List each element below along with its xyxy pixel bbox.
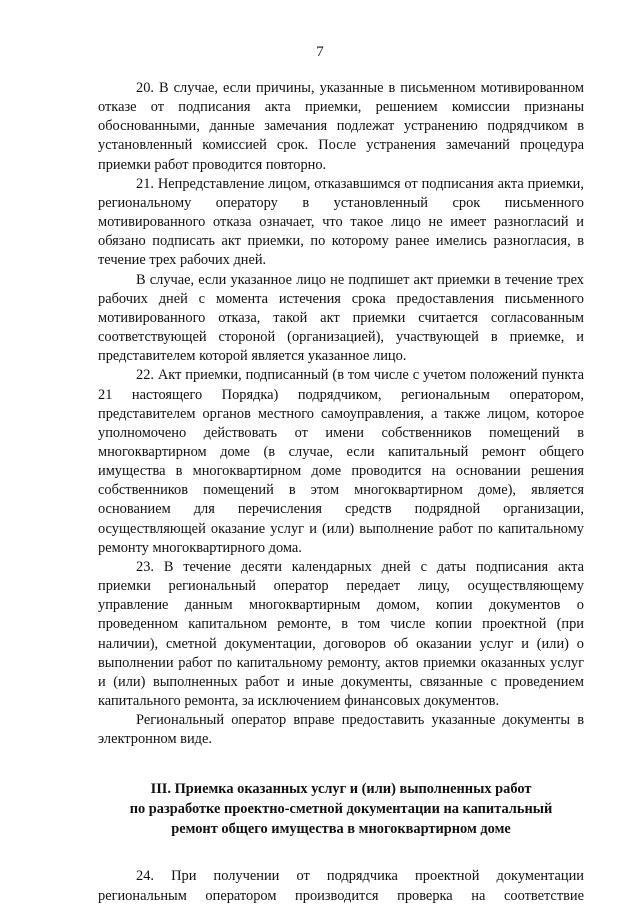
page-number: 7 (316, 44, 324, 60)
section-heading-line-3: ремонт общего имущества в многоквартирном доме (171, 821, 511, 838)
paragraph-21-continuation: В случае, если указанное лицо не подпишет акт приемки в течение трех рабочих дней с момента истечения срока предоставления письменного мотивированного отказа, такой акт приемки считается согласованным соответствующей стороной (организацией), участвующей в приемке, и представителем которой является указанное лицо. (98, 271, 584, 365)
paragraph-24: 24. При получении от подрядчика проектной документации региональным оператором производится проверка на соответствие (98, 868, 584, 904)
paragraph-23: 23. В течение десяти календарных дней с даты подписания акта приемки региональный оператор передает лицу, осуществляющему управление данным многоквартирным домом, копии документов о проведенном капитальном ремонте, в том числе копии проектной (при наличии), сметной документации, договоров об оказании услуг и (или) о выполнении работ по капитальному ремонту, актов приемки оказанных услуг и (или) выполненных работ и иные документы, связанные с проведением капитального ремонта, за исключением финансовых документов. (98, 558, 584, 709)
paragraph-20: 20. В случае, если причины, указанные в письменном мотивированном отказе от подписания акта приемки, решением комиссии признаны обоснованными, данные замечания подлежат устранению подрядчиком в установленный комиссией срок. После устранения замечаний процедура приемки работ проводится повторно. (98, 80, 584, 173)
section-heading-line-1: III. Приемка оказанных услуг и (или) выполненных работ (150, 781, 532, 798)
paragraph-21: 21. Непредставление лицом, отказавшимся от подписания акта приемки, региональному оператору в установленный срок письменного мотивированного отказа означает, что такое лицо не имеет разногласий и обязано подписать акт приемки, по которому ранее имелись разногласия, в течение трех рабочих дней. (98, 175, 584, 269)
paragraph-23-continuation: Региональный оператор вправе предоставить указанные документы в электронном виде. (98, 712, 584, 748)
section-heading-line-2: по разработке проектно-сметной документации на капитальный (129, 801, 553, 818)
document-body (98, 79, 584, 906)
section-heading (98, 779, 584, 839)
paragraph-22: 22. Акт приемки, подписанный (в том числе с учетом положений пункта 21 настоящего Порядка) подрядчиком, региональным оператором, представителем органов местного самоуправления, а также лицом, которое уполномочено действовать от имени собственников помещений в многоквартирном доме (в случае, если капитальный ремонт общего имущества в многоквартирном доме проводится на основании решения собственников помещений в этом многоквартирном доме), является основанием для перечисления средств подрядной организации, осуществляющей оказание услуг и (или) выполнение работ по капитальному ремонту многоквартирного дома. (98, 367, 584, 556)
